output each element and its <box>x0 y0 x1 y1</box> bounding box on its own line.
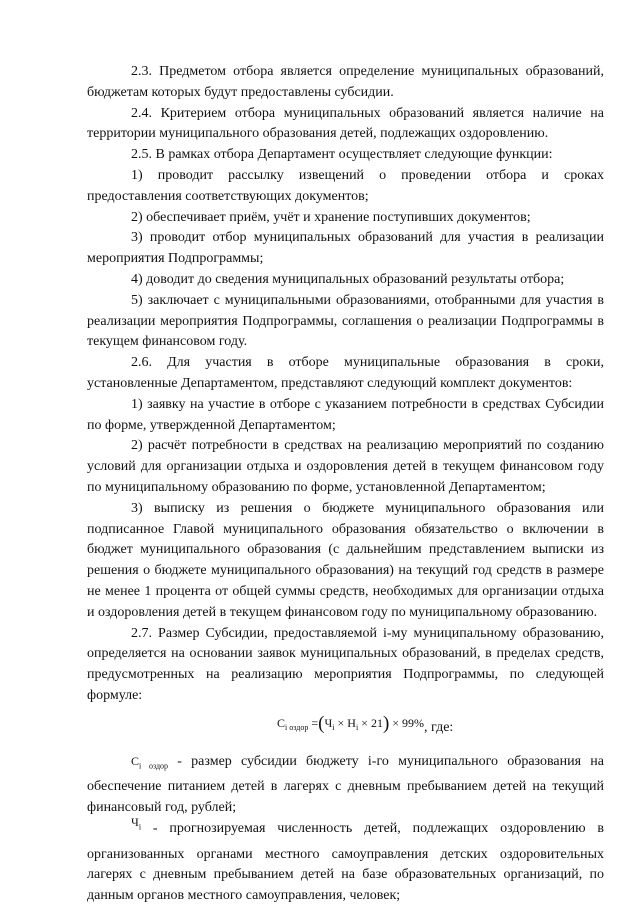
definition-subsidy-text: - размер субсидии бюджету i-го муниципального образования на обеспечение питанием детей в лагерях с дневным пребыванием детей на текущий финансовый год, рублей; <box>87 753 605 815</box>
formula-close-paren: ) <box>382 712 390 734</box>
list-item-2-6-2: 2) расчёт потребности в средствах на реализацию мероприятий по созданию условий для организации отдыха и оздоровления детей в текущем финансовом году по муниципальному образованию по форме, установленной Департаментом; <box>87 438 604 495</box>
list-item-2-5-5: 5) заключает с муниципальными образованиями, отобранными для участия в реализации мероприятия Подпрограммы, соглашения о реализации Подпрограммы в текущем финансовом году. <box>87 292 604 350</box>
formula-expression <box>277 713 453 739</box>
definition-subsidy-letter: C <box>131 753 140 768</box>
formula-equals: = <box>311 715 319 730</box>
formula-var-children-subscript: i <box>332 722 335 732</box>
formula-var-norm-subscript: i <box>355 722 359 732</box>
formula-var-children: Ч <box>324 715 333 730</box>
paragraph-2-5: 2.5. В рамках отбора Департамент осуществляет следующие функции: <box>131 147 553 163</box>
definition-children-text: - прогнозируемая численность детей, подлежащих оздоровлению в организованных органами местного самоуправления детских оздоровительных лагерях с дневным пребыванием детей на базе образовательных организаций, по данным органов местного самоуправления, человек; <box>87 821 604 904</box>
formula-where: , где: <box>424 719 454 735</box>
paragraph-2-7: 2.7. Размер Субсидии, предоставляемой i-му муниципальному образованию, определяется на основании заявок муниципальных образований, в пределах средств, предусмотренных на реализацию мероприятия Подпрограммы, по следующей формуле: <box>87 625 604 703</box>
formula-times-1: × <box>334 715 348 730</box>
subsidy-formula <box>87 707 604 751</box>
list-item-2-5-4: 4) доводит до сведения муниципальных образований результаты отбора; <box>131 271 565 287</box>
formula-lhs: C <box>277 715 286 730</box>
definition-children-subscript: i <box>138 822 142 832</box>
paragraph-2-6: 2.6. Для участия в отборе муниципальные образования в сроки, установленные Департаментом, представляют следующий комплект документов: <box>87 355 604 391</box>
formula-lhs-subscript: i оздор <box>285 722 309 732</box>
list-item-2-6-1: 1) заявку на участие в отборе с указанием потребности в средствах Субсидии по форме, утвержденной Департаментом; <box>87 396 604 433</box>
definition-children-letter: Ч <box>131 815 139 830</box>
definition-children-symbol <box>131 815 142 832</box>
formula-times-days: × 21 <box>358 715 383 730</box>
definition-subsidy-symbol <box>131 753 169 771</box>
paragraph-2-4: 2.4. Критерием отбора муниципальных образований является наличие на территории муниципального образования детей, подлежащих оздоровлению. <box>87 105 604 142</box>
list-item-2-5-3: 3) проводит отбор муниципальных образований для участия в реализации мероприятия Подпрограммы; <box>87 230 604 267</box>
list-item-2-5-2: 2) обеспечивает приём, учёт и хранение поступивших документов; <box>131 209 531 225</box>
formula-times-percent: × 99% <box>389 715 425 730</box>
list-item-2-6-3: 3) выписку из решения о бюджете муниципального образования или подписанное Главой муниципального образования обязательство о включении в бюджет муниципального образования (с дальнейшим представлением выписки из решения о бюджете муниципального образования) на текущий год средств в размере не менее 1 процента от общей суммы средств, необходимых для организации отдыха и оздоровления детей в текущем финансовом году по муниципальному образованию. <box>87 500 604 620</box>
definition-subsidy-subscript: i оздор <box>139 761 169 771</box>
list-item-2-5-1: 1) проводит рассылку извещений о проведении отбора и сроках предоставления соответствующих документов; <box>87 167 604 204</box>
definition-children-count <box>87 815 604 907</box>
definition-subsidy <box>87 751 604 819</box>
formula-var-norm: Н <box>347 715 356 730</box>
paragraph-2-3: 2.3. Предметом отбора является определение муниципальных образований, бюджетам которых будут предоставлены субсидии. <box>87 64 604 100</box>
formula-open-paren: ( <box>318 712 325 734</box>
